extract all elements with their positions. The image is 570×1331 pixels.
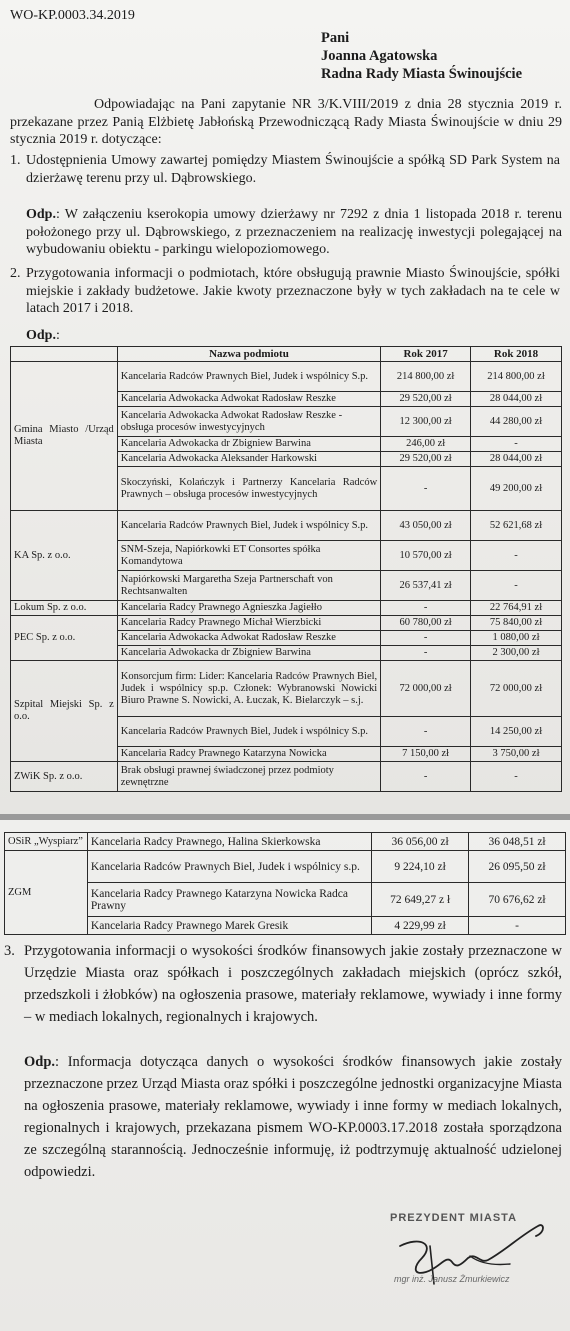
- amount-2017: 7 150,00 zł: [381, 747, 471, 762]
- group-name: Gmina Miasto /Urząd Miasta: [11, 362, 118, 511]
- table-row: [11, 362, 562, 392]
- entity-name: Kancelaria Adwokacka dr Zbigniew Barwina: [117, 646, 380, 661]
- addressee-block: [321, 29, 522, 83]
- amount-2017: -: [381, 646, 471, 661]
- answer-1: [26, 206, 562, 259]
- amount-2017: -: [381, 717, 471, 747]
- amount-2017: 9 224,10 zł: [372, 851, 469, 883]
- amount-2018: 26 095,50 zł: [469, 851, 566, 883]
- amount-2017: 43 050,00 zł: [381, 511, 471, 541]
- amount-2017: 29 520,00 zł: [381, 392, 471, 407]
- amount-2018: 44 280,00 zł: [471, 407, 562, 437]
- entity-name: Kancelaria Radców Prawnych Biel, Judek i wspólnicy s.p.: [87, 851, 371, 883]
- answer-3-label: Odp.: [24, 1054, 56, 1070]
- amount-2017: 72 649,27 z ł: [372, 883, 469, 917]
- amount-2018: -: [471, 541, 562, 571]
- amount-2018: 49 200,00 zł: [471, 467, 562, 511]
- amount-2017: 12 300,00 zł: [381, 407, 471, 437]
- answer-1-label: Odp.: [26, 207, 56, 222]
- answer-2-label: Odp.: [26, 328, 56, 343]
- question-2-text: Przygotowania informacji o podmiotach, które obsługują prawnie Miasto Świnoujście, spółki miejskie i zakłady budżetowe. Jakie kwoty przeznaczone były w tych zakładach na te cele w latach 2017 i 2018.: [26, 266, 560, 316]
- table-row: [11, 601, 562, 616]
- group-name: ZWiK Sp. z o.o.: [11, 762, 118, 792]
- answer-2-label-row: [26, 327, 60, 345]
- question-3-number: 3.: [4, 943, 15, 959]
- intro-paragraph: [10, 96, 562, 149]
- table-row: [11, 511, 562, 541]
- amount-2018: 214 800,00 zł: [471, 362, 562, 392]
- entity-name: Kancelaria Adwokacka dr Zbigniew Barwina: [117, 437, 380, 452]
- amount-2018: 52 621,68 zł: [471, 511, 562, 541]
- table-header-2018: Rok 2018: [471, 347, 562, 362]
- question-3-text: Przygotowania informacji o wysokości środków finansowych jakie zostały przeznaczone w Urzędzie Miasta oraz spółkach i poszczególnych zakładach miejskich (oprócz szkół, przedszkoli i żłobków) na ogłoszenia prasowe, materiały reklamowe, wywiady i inne formy – w mediach lokalnych, regionalnych i krajowych.: [24, 943, 562, 1025]
- entity-name: Kancelaria Adwokacka Aleksander Harkowski: [117, 452, 380, 467]
- amount-2017: -: [381, 762, 471, 792]
- amount-2018: 22 764,91 zł: [471, 601, 562, 616]
- entity-name: Kancelaria Radcy Prawnego Marek Gresik: [87, 917, 371, 935]
- group-name: Lokum Sp. z o.o.: [11, 601, 118, 616]
- table-header-2017: Rok 2017: [381, 347, 471, 362]
- amount-2018: 1 080,00 zł: [471, 631, 562, 646]
- amount-2018: 28 044,00 zł: [471, 452, 562, 467]
- table-row: [5, 917, 566, 935]
- signature-title: PREZYDENT MIASTA: [390, 1212, 518, 1224]
- amount-2017: 26 537,41 zł: [381, 571, 471, 601]
- amount-2017: -: [381, 467, 471, 511]
- entity-name: Kancelaria Radcy Prawnego, Halina Skierkowska: [87, 833, 371, 851]
- handwritten-signature: [360, 1206, 560, 1306]
- question-1: [10, 152, 562, 188]
- entity-name: Kancelaria Adwokacka Adwokat Radosław Reszke: [117, 392, 380, 407]
- entity-name: Kancelaria Radcy Prawnego Agnieszka Jagiełło: [117, 601, 380, 616]
- intro-text: Odpowiadając na Pani zapytanie NR 3/K.VIII/2019 z dnia 28 stycznia 2019 r. przekazane przez Panią Elżbietę Jabłońską Przewodniczącą Rady Miasta Świnoujście w dniu 29 stycznia 2019 r. dotyczące:: [10, 97, 562, 147]
- entity-name: Skoczyński, Kolańczyk i Partnerzy Kancelaria Radców Prawnych – obsługa procesów inwestycyjnych: [117, 467, 380, 511]
- amount-2018: 75 840,00 zł: [471, 616, 562, 631]
- table-row: [11, 616, 562, 631]
- answer-2-colon: :: [55, 328, 60, 343]
- table-row: [5, 851, 566, 883]
- entity-name: Kancelaria Radców Prawnych Biel, Judek i wspólnicy S.p.: [117, 362, 380, 392]
- table-row: [5, 833, 566, 851]
- amount-2017: 246,00 zł: [381, 437, 471, 452]
- amount-2017: -: [381, 601, 471, 616]
- entity-name: Kancelaria Adwokacka Adwokat Radosław Reszke: [117, 631, 380, 646]
- question-1-number: 1.: [10, 153, 21, 168]
- answer-3-text: : Informacja dotycząca danych o wysokości środków finansowych jakie zostały przeznaczone przez Urząd Miasta oraz spółki i poszczególne jednostki organizacyjne Miasta na ogłoszenia prasowe, materiały reklamowe, wywiady i inne formy w mediach lokalnych, regionalnych i krajowych, przekazana pismem WO-KP.0003.17.2018 została sporządzona ze szczególną starannością. Jednocześnie informuję, iż podtrzymuję aktualność udzielonej odpowiedzi.: [24, 1054, 562, 1180]
- group-name: ZGM: [5, 851, 88, 935]
- group-name: OSiR „Wyspiarz”: [5, 833, 88, 851]
- amount-2017: -: [381, 631, 471, 646]
- addressee-name: Joanna Agatowska: [321, 48, 438, 64]
- table-header-row: [11, 347, 562, 362]
- amount-2017: 72 000,00 zł: [381, 661, 471, 717]
- amount-2018: 72 000,00 zł: [471, 661, 562, 717]
- question-2-number: 2.: [10, 266, 21, 281]
- entity-name: Napiórkowski Margaretha Szeja Partnerschaft von Rechtsanwalten: [117, 571, 380, 601]
- entity-name: Kancelaria Radcy Prawnego Katarzyna Nowicka Radca Prawny: [87, 883, 371, 917]
- entity-name: Konsorcjum firm: Lider: Kancelaria Radców Prawnych Biel, Judek i wspólnicy sp.p. Członek: Wybranowski Nowicki Biuro Prawne S. Nowicki, A. Łuczak, K. Bielarczyk – s.j.: [117, 661, 380, 717]
- group-name: KA Sp. z o.o.: [11, 511, 118, 601]
- document-reference: WO-KP.0003.34.2019: [10, 8, 135, 23]
- answer-1-text: : W załączeniu kserokopia umowy dzierżawy nr 7292 z dnia 1 listopada 2018 r. terenu położonego przy ul. Dąbrowskiego, z przeznaczeniem na realizację inwestycji polegającej na wybudowaniu obiektu - parkingu wielopoziomowego.: [26, 207, 562, 257]
- amount-2017: 60 780,00 zł: [381, 616, 471, 631]
- signature-block: [360, 1206, 560, 1306]
- amount-2017: 4 229,99 zł: [372, 917, 469, 935]
- amount-2017: 29 520,00 zł: [381, 452, 471, 467]
- group-name: PEC Sp. z o.o.: [11, 616, 118, 661]
- table-header-blank: [11, 347, 118, 362]
- entity-name: Kancelaria Radcy Prawnego Michał Wierzbicki: [117, 616, 380, 631]
- legal-services-table: [10, 346, 562, 792]
- table-row: [11, 762, 562, 792]
- addressee-salutation: Pani: [321, 30, 350, 46]
- question-1-text: Udostępnienia Umowy zawartej pomiędzy Miastem Świnoujście a spółką SD Park System na dzierżawę terenu przy ul. Dąbrowskiego.: [26, 153, 560, 186]
- entity-name: Brak obsługi prawnej świadczonej przez podmioty zewnętrzne: [117, 762, 380, 792]
- amount-2018: 70 676,62 zł: [469, 883, 566, 917]
- letter-page-2: [0, 820, 570, 1331]
- amount-2017: 36 056,00 zł: [372, 833, 469, 851]
- answer-3: [24, 1051, 562, 1183]
- amount-2018: -: [471, 762, 562, 792]
- signature-name: mgr inż. Janusz Żmurkiewicz: [394, 1274, 510, 1284]
- table-row: [5, 883, 566, 917]
- entity-name: SNM-Szeja, Napiórkowki ET Consortes spółka Komandytowa: [117, 541, 380, 571]
- entity-name: Kancelaria Radcy Prawnego Katarzyna Nowicka: [117, 747, 380, 762]
- entity-name: Kancelaria Radców Prawnych Biel, Judek i wspólnicy S.p.: [117, 511, 380, 541]
- addressee-title: Radna Rady Miasta Świnoujście: [321, 66, 523, 82]
- amount-2018: 14 250,00 zł: [471, 717, 562, 747]
- amount-2017: 10 570,00 zł: [381, 541, 471, 571]
- amount-2018: 2 300,00 zł: [471, 646, 562, 661]
- question-2: [10, 265, 562, 319]
- entity-name: Kancelaria Adwokacka Adwokat Radosław Reszke - obsługa procesów inwestycyjnych: [117, 407, 380, 437]
- group-name: Szpital Miejski Sp. z o.o.: [11, 661, 118, 762]
- amount-2018: -: [471, 571, 562, 601]
- amount-2018: -: [471, 437, 562, 452]
- amount-2018: -: [469, 917, 566, 935]
- amount-2018: 3 750,00 zł: [471, 747, 562, 762]
- table-header-entity: Nazwa podmiotu: [117, 347, 380, 362]
- legal-services-table-continued: [4, 832, 566, 935]
- amount-2018: 36 048,51 zł: [469, 833, 566, 851]
- table-row: [11, 661, 562, 717]
- question-3: [4, 940, 562, 1048]
- amount-2017: 214 800,00 zł: [381, 362, 471, 392]
- amount-2018: 28 044,00 zł: [471, 392, 562, 407]
- entity-name: Kancelaria Radców Prawnych Biel, Judek i wspólnicy S.p.: [117, 717, 380, 747]
